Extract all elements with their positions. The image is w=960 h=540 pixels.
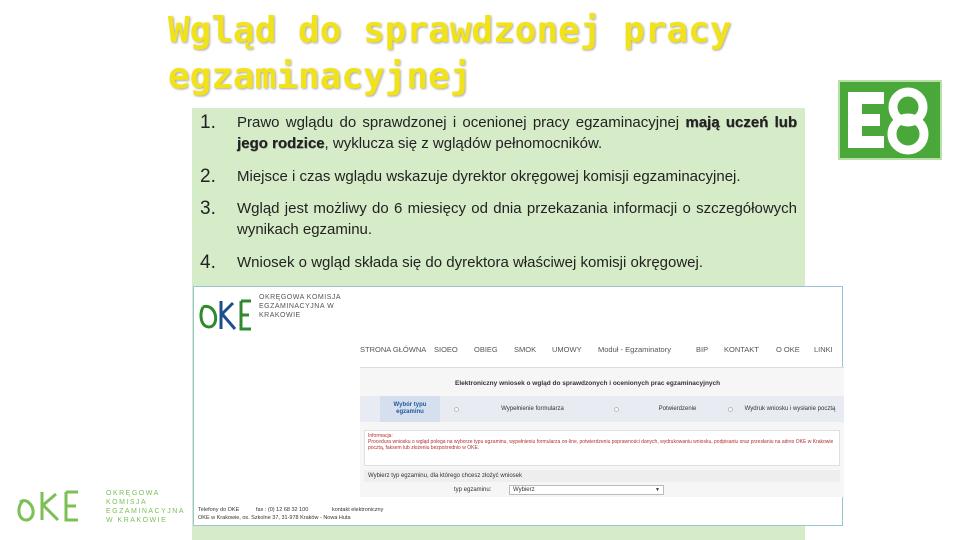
item-number: 2. (200, 166, 216, 187)
nav-item-home[interactable]: STRONA GŁÓWNA (360, 345, 427, 354)
nav-item-linki[interactable]: LINKI (814, 345, 833, 354)
nav-item-o-oke[interactable]: O OKE (776, 345, 800, 354)
item-number: 4. (200, 252, 216, 273)
item-number: 3. (200, 198, 216, 219)
step-dot-icon (454, 407, 459, 412)
exam-type-select[interactable]: Wybierz ▼ (509, 485, 664, 495)
nav-item-bip[interactable]: BIP (696, 345, 709, 354)
item-text: Wniosek o wgląd składa się do dyrektora właściwej komisji okręgowej. (237, 254, 704, 271)
browser-screenshot (193, 286, 843, 526)
nav-item-egzaminatory[interactable]: Moduł - Egzaminatory (598, 345, 671, 354)
item-text: Prawo wglądu do sprawdzonej i ocenionej pracy egzaminacyjnej mają uczeń lub jego rodzice, wyklucza się z wglądów pełnomocników. (237, 114, 797, 152)
step-dot-icon (614, 407, 619, 412)
footer-contact[interactable]: kontakt elektroniczny (332, 507, 384, 513)
info-heading: Informacja: (368, 433, 393, 439)
footer-address: OKE w Krakowie, os. Szkolne 37, 31-978 Kraków - Nowa Huta (198, 515, 351, 521)
nav-item-smok[interactable]: SMOK (514, 345, 537, 354)
slide-title: Wgląd do sprawdzonej pracy egzaminacyjnej (168, 10, 732, 97)
info-text: Procedura wniosku o wgląd polega na wyborze typu egzaminu, wypełnieniu formularza on-line, potwierdzeniu poprawności danych, wydrukowaniu wniosku, podpisaniu oraz przesłaniu na adres OKE w Krakowie pocztą, faksem lub złożeniu bezpośrednio w OKE. (368, 439, 834, 451)
nav-item-kontakt[interactable]: KONTAKT (724, 345, 759, 354)
step-select-exam: Wybór typu egzaminu (380, 396, 440, 422)
oke-footer-logo-icon (10, 486, 105, 526)
step-dot-icon (728, 407, 733, 412)
select-row (364, 484, 840, 496)
nav-item-sioeo[interactable]: SIOEO (434, 345, 458, 354)
svg-text:OKE: OKE (10, 486, 13, 487)
item-text: Miejsce i czas wglądu wskazuje dyrektor okręgowej komisji egzaminacyjnej. (237, 168, 741, 185)
info-box (364, 430, 840, 466)
step-print: Wydruk wniosku i wysłanie pocztą (744, 405, 836, 412)
item-text: Wgląd jest możliwy do 6 miesięcy od dnia przekazania informacji o szczegółowych wynikach egzaminu. (237, 200, 797, 238)
form-steps (360, 396, 844, 422)
e8-logo-icon (840, 82, 940, 158)
oke-logo-icon[interactable] (197, 293, 255, 335)
item-number: 1. (200, 112, 216, 133)
oke-footer-text: OKRĘGOWA KOMISJA EGZAMINACYJNA W KRAKOWIE (106, 490, 185, 524)
wniosek-form (360, 367, 844, 497)
select-caption: typ egzaminu: (454, 487, 492, 493)
step-fill-form: Wypełnienie formularza (501, 405, 564, 412)
nav-item-obieg[interactable]: OBIEG (474, 345, 498, 354)
select-label: Wybierz typ egzaminu, dla którego chcesz złożyć wniosek (364, 470, 840, 482)
footer-fax: fax : (0) 12 68 32 100 (256, 507, 309, 513)
site-nav (354, 344, 844, 358)
form-title: Elektroniczny wniosek o wgląd do sprawdzonych i ocenionych prac egzaminacyjnych (455, 380, 721, 387)
site-name: OKRĘGOWA KOMISJA EGZAMINACYJNA W KRAKOWIE (259, 294, 341, 319)
e8-logo (838, 80, 942, 160)
step-confirm: Potwierdzenie (658, 405, 697, 412)
nav-item-umowy[interactable]: UMOWY (552, 345, 582, 354)
chevron-down-icon: ▼ (655, 487, 660, 493)
site-footer (198, 507, 838, 525)
item-bold-text: mają uczeń lub jego rodzice (237, 114, 797, 152)
footer-phones[interactable]: Telefony do OKE (198, 507, 240, 513)
